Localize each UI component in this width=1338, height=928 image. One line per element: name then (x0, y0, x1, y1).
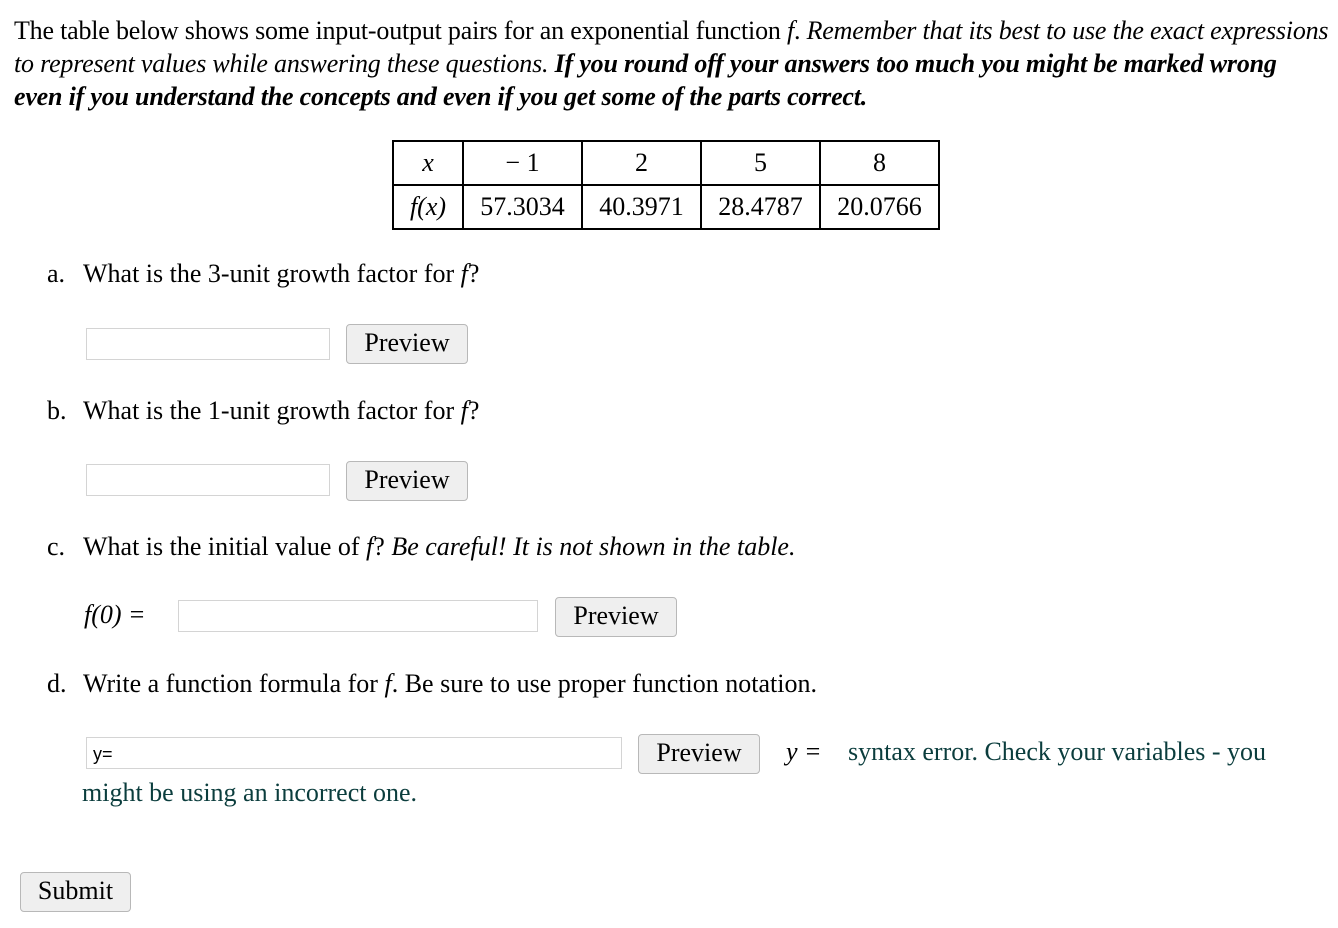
table-header-x: x (393, 141, 463, 185)
preview-a-button[interactable]: Preview (346, 324, 468, 364)
table-cell-fx-4: 20.0766 (820, 185, 939, 229)
table-header-fx: f(x) (393, 185, 463, 229)
question-b (47, 395, 479, 427)
intro-text-2: . (794, 16, 807, 45)
table-cell-fx-1: 57.3034 (463, 185, 582, 229)
table-cell-x-1: − 1 (463, 141, 582, 185)
question-d-end: . Be sure to use proper function notation. (391, 669, 817, 698)
question-a-text: What is the 3-unit growth factor for (83, 259, 461, 288)
preview-c-button[interactable]: Preview (555, 597, 677, 637)
question-d-func: f (384, 669, 392, 698)
preview-b-button[interactable]: Preview (346, 461, 468, 501)
table-row-fx (393, 185, 939, 229)
answer-d-input[interactable]: y= (86, 737, 622, 769)
question-c-hint: Be careful! It is not shown in the table. (391, 532, 796, 561)
question-d (47, 668, 817, 700)
question-c-text: What is the initial value of (83, 532, 367, 561)
question-d-text: Write a function formula for (83, 669, 385, 698)
table-cell-x-2: 2 (582, 141, 701, 185)
question-b-text: What is the 1-unit growth factor for (83, 396, 461, 425)
table-cell-x-3: 5 (701, 141, 820, 185)
problem-intro (14, 14, 1330, 113)
feedback-y-label: y = (786, 737, 822, 766)
answer-b-input[interactable] (86, 464, 330, 496)
question-b-func: f (460, 396, 468, 425)
question-a-end: ? (467, 259, 480, 288)
f-zero-label: f(0) = (84, 600, 146, 629)
feedback-message: syntax error. Check your variables - you (848, 737, 1267, 766)
table-cell-fx-3: 28.4787 (701, 185, 820, 229)
table-row-x (393, 141, 939, 185)
question-a-func: f (460, 259, 468, 288)
preview-d-button[interactable]: Preview (638, 734, 760, 774)
intro-warning: If you round off your answers too much you might be marked wrong even if you understand the concepts and even if you get some of the parts correct. (14, 49, 1277, 111)
table-cell-fx-2: 40.3971 (582, 185, 701, 229)
question-a-label: a. (47, 259, 66, 288)
question-d-label: d. (47, 669, 67, 698)
question-c (47, 531, 795, 563)
question-c-label: c. (47, 532, 66, 561)
table-cell-x-4: 8 (820, 141, 939, 185)
intro-text: The table below shows some input-output pairs for an exponential function (14, 16, 787, 45)
question-c-end: ? (373, 532, 392, 561)
question-a (47, 258, 479, 290)
intro-func: f (786, 16, 795, 45)
answer-c-input[interactable] (178, 600, 538, 632)
answer-a-input[interactable] (86, 328, 330, 360)
question-b-label: b. (47, 396, 67, 425)
input-output-table (392, 140, 940, 230)
question-b-end: ? (467, 396, 480, 425)
intro-italic-note: Remember that its best to use the exact expressions to represent values while answering these questions. (14, 16, 1329, 78)
question-c-func: f (366, 532, 374, 561)
feedback-message-continued: might be using an incorrect one. (82, 778, 418, 807)
submit-button[interactable]: Submit (20, 872, 131, 912)
